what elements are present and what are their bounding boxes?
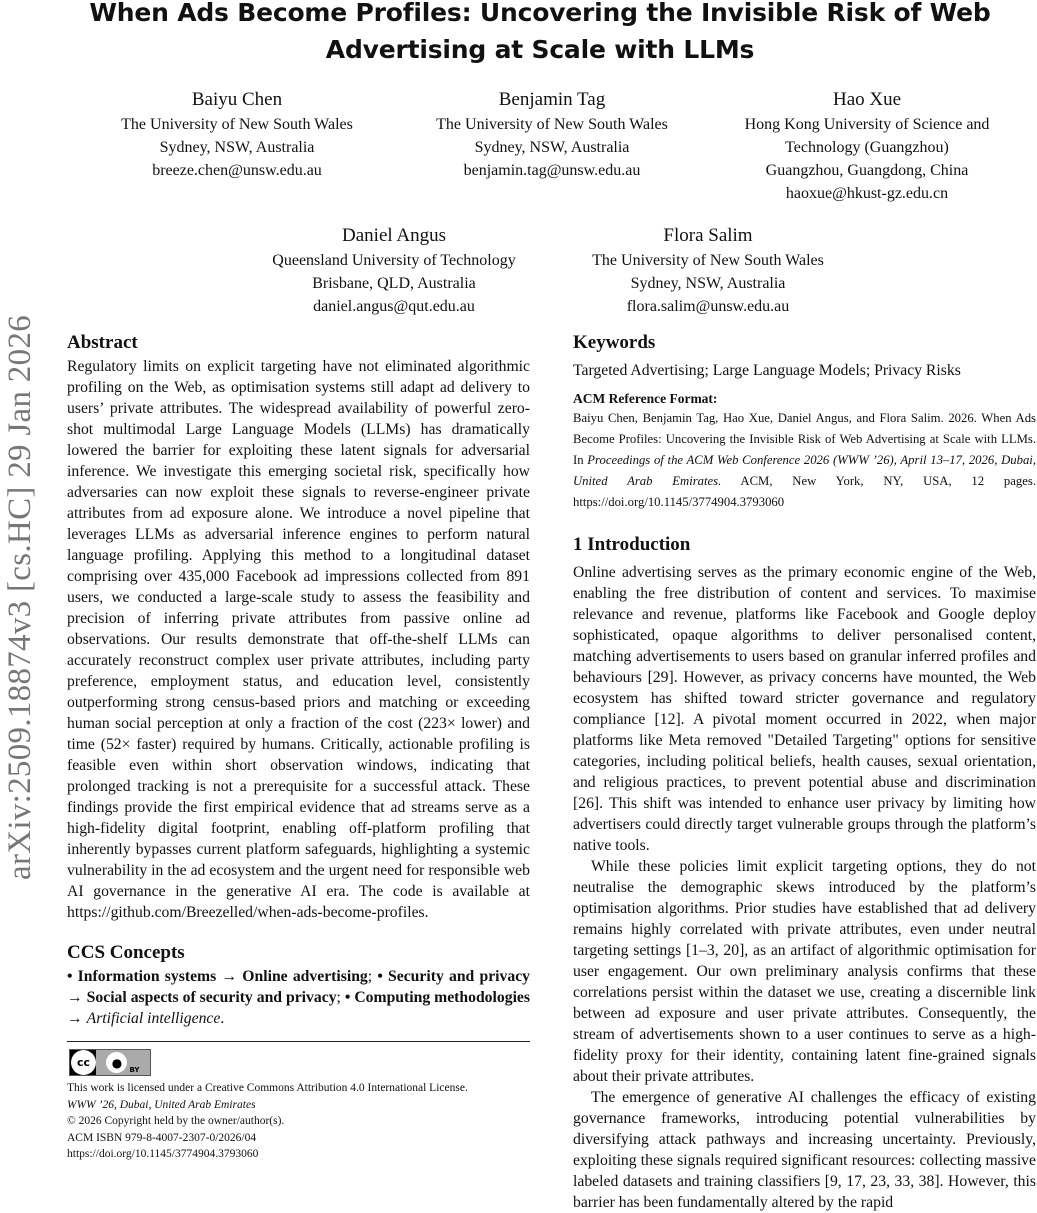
conference-venue: WWW ’26, Dubai, United Arab Emirates: [67, 1098, 256, 1111]
author-location: Brisbane, QLD, Australia: [312, 275, 476, 292]
ccs-concept: Online advertising: [242, 968, 368, 985]
author-email[interactable]: flora.salim@unsw.edu.au: [626, 298, 790, 315]
ccs-arrow: →: [67, 1010, 87, 1027]
acm-ref-proceedings: Proceedings of the ACM Web Conference 2026 (WWW ’26), April 13–17, 2026, Dubai, United Arab Emirates.: [573, 453, 1036, 488]
author-block: [244, 223, 544, 318]
license-divider: [67, 1041, 530, 1042]
ccs-concepts: [67, 966, 530, 1029]
ccs-concept: Social aspects of security and privacy: [86, 989, 337, 1006]
cc-by-badge[interactable]: [69, 1049, 151, 1076]
cc-icon: cc: [71, 1050, 96, 1075]
ccs-separator: ;: [367, 968, 378, 985]
author-location: Guangzhou, Guangdong, China: [765, 162, 969, 179]
abstract-heading: Abstract: [67, 332, 138, 353]
author-location: Sydney, NSW, Australia: [474, 139, 630, 156]
author-name: Baiyu Chen: [191, 89, 283, 110]
intro-paragraph: While these policies limit explicit targeting options, they do not neutralise the demographic skews introduced by the platform’s optimisation algorithms. Prior studies have established that ad delivery remains highly correlated with private attributes, even under neutral targeting settings [1–3, 20], as an artifact of algorithmic optimisation for user engagement. Our own preliminary analysis confirms that these correlations persist within the dataset we use, creating a discernible link between ad exposure and user private attributes. Consequently, the stream of advertisements shown to a user continues to serve as a high-fidelity proxy for their identity, containing latent fine-grained signals about their private attributes.: [573, 858, 1036, 1085]
author-email[interactable]: benjamin.tag@unsw.edu.au: [463, 162, 641, 179]
license-notice: [67, 1080, 530, 1163]
keywords-text: Targeted Advertising; Large Language Models; Privacy Risks: [573, 362, 961, 379]
author-block: [402, 87, 702, 182]
intro-paragraph: The emergence of generative AI challenges the efficacy of existing governance frameworks, introducing potential vulnerabilities by diversifying attack pathways and increasing uncertainty. Previously, exploiting these signals required significant resources: collecting massive labeled datasets and training classifiers [9, 17, 23, 33, 38]. However, this barrier has been fundamentally altered by the rapid: [573, 1089, 1036, 1211]
isbn-line: ACM ISBN 979-8-4007-2307-0/2026/04: [67, 1131, 257, 1144]
ccs-heading: CCS Concepts: [67, 942, 185, 963]
author-email[interactable]: haoxue@hkust-gz.edu.cn: [785, 185, 949, 202]
ccs-arrow: →: [67, 989, 87, 1006]
by-label: BY: [129, 1066, 140, 1074]
author-name: Hao Xue: [832, 89, 902, 110]
author-block: [712, 87, 1022, 205]
ccs-separator: .: [220, 1010, 225, 1027]
author-block: [87, 87, 387, 182]
ccs-arrow: →: [216, 968, 243, 985]
acm-ref-publisher: ACM, New York, NY, USA, 12 pages. https://doi.org/10.1145/3774904.3793060: [573, 474, 1036, 509]
author-affiliation: Hong Kong University of Science and: [744, 116, 990, 133]
arxiv-stamp: arXiv:2509.18874v3 [cs.HC] 29 Jan 2026: [2, 315, 38, 881]
ccs-concept: Artificial intelligence: [86, 1010, 221, 1027]
author-affiliation: The University of New South Wales: [436, 116, 668, 133]
ccs-category: • Information systems: [67, 968, 217, 985]
acm-ref-authors: Baiyu Chen, Benjamin Tag, Hao Xue, Daniel Angus, and Flora Salim. 2026. When Ads Become Profiles: Uncovering the Invisible Risk of Web Advertising at Scale with LLMs. In: [573, 411, 1036, 467]
author-email[interactable]: daniel.angus@qut.edu.au: [313, 298, 475, 315]
ccs-category: • Security and privacy: [377, 968, 531, 985]
copyright-line: © 2026 Copyright held by the owner/author(s).: [67, 1115, 285, 1127]
person-icon: ●: [106, 1052, 127, 1073]
intro-paragraph: Online advertising serves as the primary economic engine of the Web, enabling the free distribution of content and services. To maximise relevance and revenue, platforms like Facebook and Google deploy sophisticated, opaque algorithms to deliver personalised content, matching advertisements to users based on granular inferred profiles and behaviours [29]. However, as privacy concerns have mounted, the Web ecosystem has shifted toward stricter governance and regulatory compliance [12]. A pivotal moment occurred in 2022, when major platforms like Meta removed "Detailed Targeting" options for sensitive categories, including political beliefs, health causes, sexual orientation, and religious practices, to prevent potential abuse and discrimination [26]. This shift was intended to enhance user privacy by limiting how advertisers could directly target vulnerable groups through the platform’s native tools.: [573, 564, 1036, 854]
author-location: Sydney, NSW, Australia: [630, 275, 786, 292]
abstract-text: Regulatory limits on explicit targeting have not eliminated algorithmic profiling on the Web, as optimisation systems still adapt ad delivery to users’ private attributes. The widespread availability of powerful zero-shot multimodal Large Language Models (LLMs) has dramatically lowered the barrier for exploiting these latent signals for adversarial inference. We investigate this emerging societal risk, specifically how adversaries can now exploit these signals to reverse-engineer private attributes from ad exposure alone. We introduce a novel pipeline that leverages LLMs as adversarial inference engines to perform natural language profiling. Applying this method to a longitudinal dataset comprising over 435,000 Facebook ad impressions collected from 891 users, we conducted a large-scale study to assess the feasibility and precision of inferring private attributes from passive online ad observations. Our results demonstrate that off-the-shelf LLMs can accurately reconstruct complex user private attributes, including party preference, employment status, and education level, consistently outperforming strong census-based priors and matching or exceeding human social perception at only a fraction of the cost (223× lower) and time (52× faster) required by humans. Critically, actionable profiling is feasible even within short observation windows, indicating that prolonged tracking is not a prerequisite for a successful attack. These findings provide the first empirical evidence that ad streams serve as a high-fidelity digital footprint, enabling off-platform profiling that inherently bypasses current platform safeguards, highlighting a systemic vulnerability in the ad ecosystem and the urgent need for responsible web AI governance in the generative AI era. The code is available at https://github.com/Breezelled/when-ads-become-profiles.: [67, 358, 530, 921]
ccs-category: • Computing methodologies: [344, 989, 530, 1006]
section-heading: 1 Introduction: [573, 534, 691, 555]
doi-link[interactable]: https://doi.org/10.1145/3774904.3793060: [67, 1148, 259, 1160]
by-icon-area: [96, 1050, 150, 1075]
author-name: Benjamin Tag: [498, 89, 606, 110]
paper-title: When Ads Become Profiles: Uncovering the Invisible Risk of Web Advertising at Scale with LLMs: [89, 0, 991, 64]
author-name: Daniel Angus: [342, 225, 446, 246]
acm-ref-heading: ACM Reference Format:: [573, 391, 718, 406]
author-affiliation: The University of New South Wales: [121, 116, 353, 133]
license-statement: This work is licensed under a Creative Commons Attribution 4.0 International License.: [67, 1082, 468, 1094]
author-location: Sydney, NSW, Australia: [159, 139, 315, 156]
author-name: Flora Salim: [663, 225, 753, 246]
author-affiliation: Queensland University of Technology: [272, 252, 516, 269]
keywords-heading: Keywords: [573, 332, 656, 353]
author-affiliation: The University of New South Wales: [592, 252, 824, 269]
author-email[interactable]: breeze.chen@unsw.edu.au: [152, 162, 322, 179]
acm-ref-text: [573, 408, 1036, 513]
author-affiliation-cont: Technology (Guangzhou): [785, 139, 949, 156]
right-column: [573, 330, 1036, 1213]
ccs-separator: ;: [336, 989, 345, 1006]
author-block: [558, 223, 858, 318]
left-column: [67, 330, 530, 1163]
